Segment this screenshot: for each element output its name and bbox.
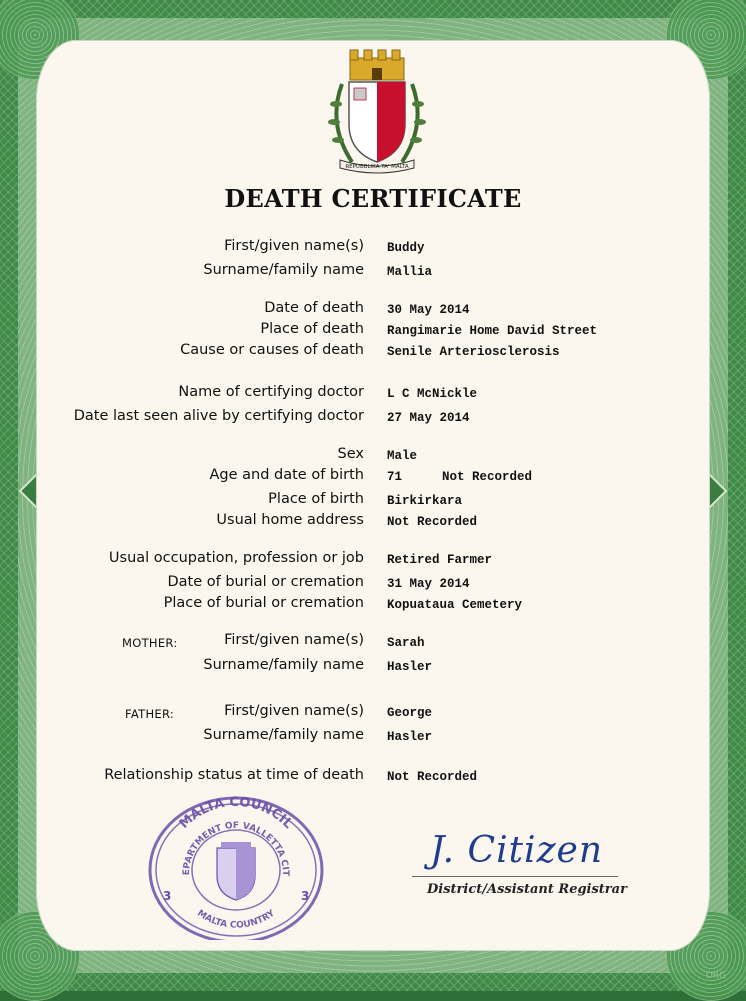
stamp-mark-left: 3: [163, 889, 172, 903]
place-of-death-value: Rangimarie Home David Street: [387, 324, 598, 338]
signature-line: [412, 876, 618, 877]
place-of-birth-value: Birkirkara: [387, 494, 463, 508]
date-of-death-label: Date of death: [264, 300, 364, 316]
relationship-status-value: Not Recorded: [387, 770, 478, 784]
svg-text:MALTA COUNTRY: [195, 908, 277, 930]
stamp-mark-right: 3: [301, 889, 310, 903]
mother-heading: MOTHER:: [122, 636, 178, 650]
stamp-bottom-text: MALTA COUNTRY: [195, 908, 277, 931]
registrar-title: District/Assistant Registrar: [427, 882, 627, 897]
place-of-burial-label: Place of burial or cremation: [163, 595, 364, 611]
date-of-burial-value: 31 May 2014: [387, 577, 470, 591]
mother-surname-label: Surname/family name: [203, 657, 364, 673]
first-name-value: Buddy: [387, 241, 425, 255]
cause-of-death-value: Senile Arteriosclerosis: [387, 345, 560, 359]
certifying-doctor-value: L C McNickle: [387, 387, 478, 401]
coat-of-arms-icon: [322, 44, 432, 174]
stamp-outer-text: MALTA COUNCIL: [176, 794, 296, 832]
home-address-value: Not Recorded: [387, 515, 478, 529]
place-of-burial-value: Kopuataua Cemetery: [387, 598, 523, 612]
certificate-paper: [36, 40, 710, 951]
mother-surname-value: Hasler: [387, 660, 433, 674]
coat-motto: REPUBBLIKA TA' MALTA: [345, 164, 409, 170]
date-of-death-value: 30 May 2014: [387, 303, 470, 317]
occupation-value: Retired Farmer: [387, 553, 493, 567]
date-last-seen-label: Date last seen alive by certifying doctor: [73, 408, 364, 424]
stamp-inner-text: EPARTMENT OF VALLETTA CIT: [181, 820, 291, 877]
cause-of-death-label: Cause or causes of death: [180, 342, 364, 358]
dob-value: Not Recorded: [442, 470, 533, 484]
place-of-death-label: Place of death: [260, 321, 364, 337]
mother-first-name-label: First/given name(s): [224, 632, 364, 648]
registrar-signature: J. Citizen: [430, 830, 604, 871]
corner-watermark: ORG: [705, 971, 726, 981]
date-of-burial-label: Date of burial or cremation: [167, 574, 364, 590]
father-heading: FATHER:: [125, 707, 175, 721]
father-first-name-value: George: [387, 706, 433, 720]
father-surname-value: Hasler: [387, 730, 433, 744]
relationship-status-label: Relationship status at time of death: [104, 767, 364, 783]
official-stamp: [145, 790, 327, 940]
father-surname-label: Surname/family name: [203, 727, 364, 743]
father-first-name-label: First/given name(s): [224, 703, 364, 719]
place-of-birth-label: Place of birth: [268, 491, 364, 507]
surname-label: Surname/family name: [203, 262, 364, 278]
age-dob-label: Age and date of birth: [209, 467, 364, 483]
age-value: 71: [387, 470, 403, 484]
certifying-doctor-label: Name of certifying doctor: [178, 384, 364, 400]
home-address-label: Usual home address: [216, 512, 364, 528]
sex-value: Male: [387, 449, 418, 463]
date-last-seen-value: 27 May 2014: [387, 411, 470, 425]
sex-label: Sex: [337, 446, 364, 462]
mother-first-name-value: Sarah: [387, 636, 425, 650]
first-name-label: First/given name(s): [224, 238, 364, 254]
occupation-label: Usual occupation, profession or job: [108, 550, 364, 566]
page-title: DEATH CERTIFICATE: [224, 184, 522, 213]
surname-value: Mallia: [387, 265, 433, 279]
